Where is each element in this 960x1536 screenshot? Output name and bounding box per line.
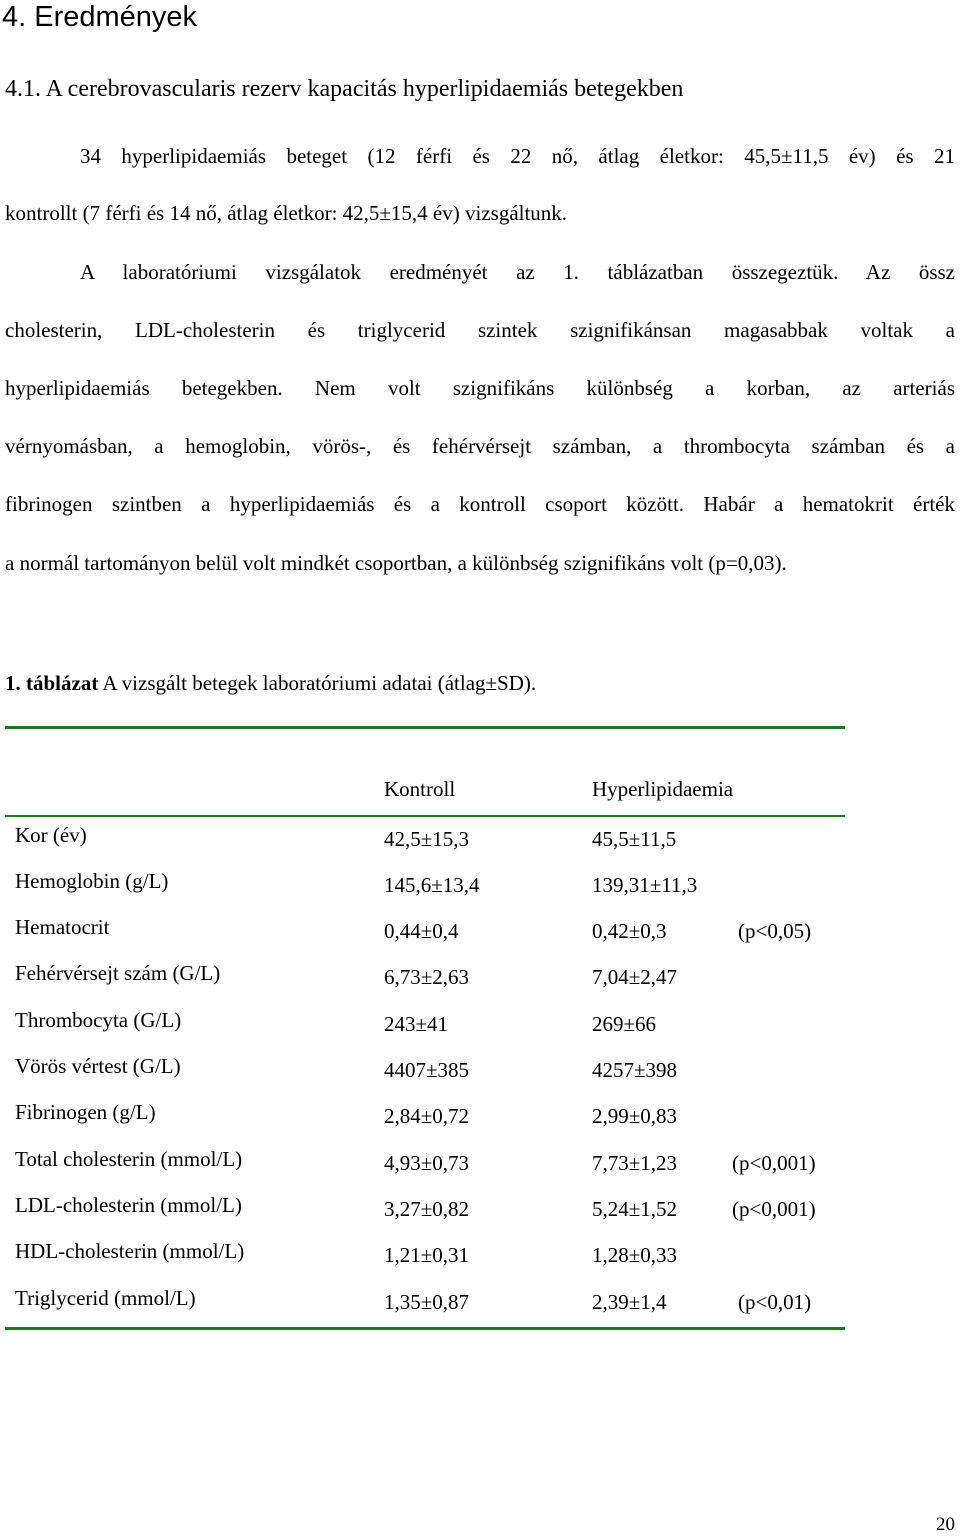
row-label: Fehérvérsejt szám (G/L)	[15, 961, 221, 985]
hyper-value: 2,99±0,83	[592, 1104, 678, 1128]
kontroll-value: 42,5±15,3	[384, 827, 470, 851]
hyper-value: 2,39±1,4	[592, 1290, 667, 1314]
paragraph-2-line-5: fibrinogen szintben a hyperlipidaemiás és a kontroll csoport között. Habár a hematokrit érték	[5, 492, 955, 516]
kontroll-value: 0,44±0,4	[384, 919, 459, 943]
row-label: Fibrinogen (g/L)	[15, 1100, 156, 1124]
kontroll-value: 1,35±0,87	[384, 1290, 470, 1314]
hyper-value: 7,73±1,23	[592, 1151, 678, 1175]
table-row	[0, 1192, 960, 1238]
row-label: HDL-cholesterin (mmol/L)	[15, 1239, 245, 1263]
row-label: Vörös vértest (G/L)	[15, 1054, 181, 1078]
table-row	[0, 1007, 960, 1053]
paragraph-2-line-4: vérnyomásban, a hemoglobin, vörös-, és fehérvérsejt számban, a thrombocyta számban és a	[5, 434, 955, 458]
table-row	[0, 1146, 960, 1192]
hyper-value: 4257±398	[592, 1058, 678, 1082]
paragraph-2-line-6: a normál tartományon belül volt mindkét csoportban, a különbség szignifikáns volt (p=0,03).	[5, 551, 787, 575]
table-row	[0, 1238, 960, 1284]
p-value: (p<0,05)	[738, 919, 812, 943]
table-bottom-rule	[5, 1327, 845, 1330]
table-row	[0, 960, 960, 1006]
table-caption	[5, 669, 536, 697]
subsection-title: 4.1. A cerebrovascularis rezerv kapacitás hyperlipidaemiás betegekben	[5, 76, 684, 102]
table-caption-text: A vizsgált betegek laboratóriumi adatai (átlag±SD).	[98, 671, 537, 695]
row-label: Total cholesterin (mmol/L)	[15, 1147, 243, 1171]
kontroll-value: 145,6±13,4	[384, 873, 480, 897]
table-row	[0, 868, 960, 914]
row-label: Kor (év)	[15, 823, 87, 847]
hyper-value: 0,42±0,3	[592, 919, 667, 943]
paragraph-2-line-3: hyperlipidaemiás betegekben. Nem volt szignifikáns különbség a korban, az arteriás	[5, 376, 955, 400]
table-top-rule	[5, 726, 845, 729]
paragraph-2-line-1: A laboratóriumi vizsgálatok eredményét az 1. táblázatban összegeztük. Az össz	[80, 260, 955, 284]
paragraph-1-line-2: kontrollt (7 férfi és 14 nő, átlag életkor: 42,5±15,4 év) vizsgáltunk.	[5, 201, 568, 225]
table-header-hyperlipidaemia: Hyperlipidaemia	[592, 777, 734, 801]
p-value: (p<0,001)	[732, 1151, 816, 1175]
table-header-rule	[5, 815, 845, 817]
kontroll-value: 2,84±0,72	[384, 1104, 470, 1128]
hyper-value: 1,28±0,33	[592, 1243, 678, 1267]
row-label: Triglycerid (mmol/L)	[15, 1286, 196, 1310]
paragraph-2-line-2: cholesterin, LDL-cholesterin és triglycerid szintek szignifikánsan magasabbak voltak a	[5, 318, 955, 342]
page-number: 20	[936, 1514, 955, 1535]
row-label: Thrombocyta (G/L)	[15, 1008, 182, 1032]
table-row	[0, 1285, 960, 1331]
hyper-value: 45,5±11,5	[592, 827, 677, 851]
kontroll-value: 3,27±0,82	[384, 1197, 470, 1221]
hyper-value: 269±66	[592, 1012, 657, 1036]
row-label: Hematocrit	[15, 915, 110, 939]
kontroll-value: 6,73±2,63	[384, 965, 470, 989]
section-title: 4. Eredmények	[2, 1, 198, 33]
row-label: LDL-cholesterin (mmol/L)	[15, 1193, 242, 1217]
p-value: (p<0,001)	[732, 1197, 816, 1221]
kontroll-value: 243±41	[384, 1012, 449, 1036]
kontroll-value: 1,21±0,31	[384, 1243, 470, 1267]
hyper-value: 5,24±1,52	[592, 1197, 678, 1221]
table-caption-number: 1. táblázat	[5, 671, 99, 695]
kontroll-value: 4407±385	[384, 1058, 470, 1082]
table-row	[0, 1053, 960, 1099]
p-value: (p<0,01)	[738, 1290, 812, 1314]
paragraph-1-line-1: 34 hyperlipidaemiás beteget (12 férfi és 22 nő, átlag életkor: 45,5±11,5 év) és 21	[80, 144, 955, 168]
table-row	[0, 1099, 960, 1145]
kontroll-value: 4,93±0,73	[384, 1151, 470, 1175]
row-label: Hemoglobin (g/L)	[15, 869, 169, 893]
table-row	[0, 914, 960, 960]
table-header-kontroll: Kontroll	[384, 777, 456, 801]
hyper-value: 139,31±11,3	[592, 873, 698, 897]
hyper-value: 7,04±2,47	[592, 965, 678, 989]
table-row	[0, 822, 960, 868]
